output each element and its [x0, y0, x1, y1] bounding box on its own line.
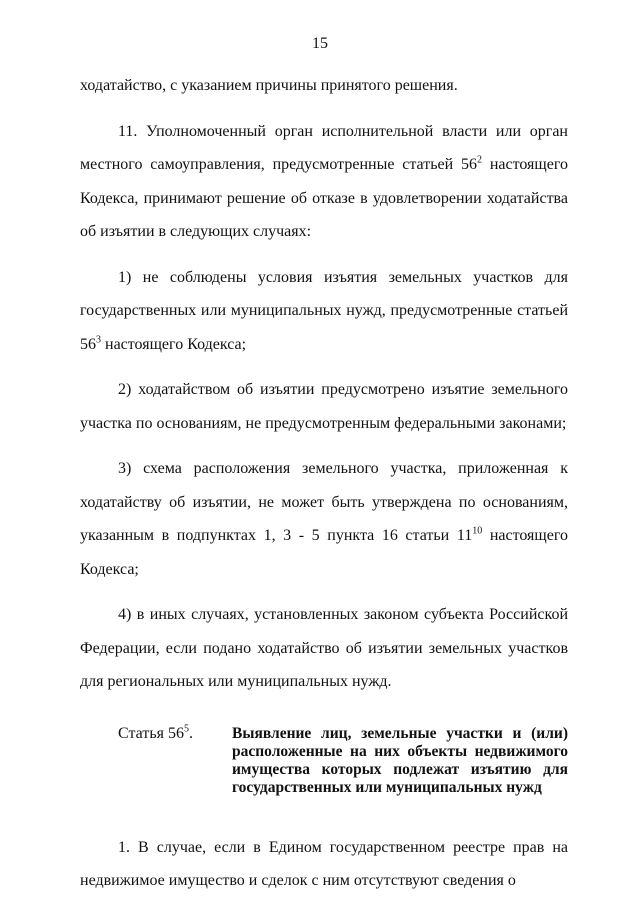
paragraph-11-text-end: настоящего Кодекса, принимают решение об отказе в удовлетворении ходатайства об изъятии в следующих случаях: [80, 156, 568, 240]
paragraph-gap [80, 103, 568, 115]
list-item-1-text-end: настоящего Кодекса; [101, 335, 247, 353]
list-item-1-superscript: 3 [96, 334, 101, 346]
article-label-text: Статья 56 [118, 724, 184, 742]
list-item-3 [80, 452, 568, 586]
paragraph-11 [80, 115, 568, 249]
list-item-3-text-start: 3) схема расположения земельного участка, приложенная к ходатайству об изъятии, не может быть утверждена по основаниям, указанным в подпунктах 1, 3 - 5 пункта 16 статьи 11 [80, 460, 568, 544]
paragraph-11-text-start: 11. Уполномоченный орган исполнительной власти или орган местного самоуправления, предусмотренные статьей 56 [80, 122, 568, 173]
article-paragraph-1: 1. В случае, если в Едином государственном реестре прав на недвижимое имущество и сделок с ним отсутствуют сведения о [80, 838, 568, 889]
paragraph-gap [80, 361, 568, 373]
list-item-3-text-end: настоящего Кодекса; [80, 527, 569, 578]
article-label [118, 725, 232, 797]
paragraph-continuation: ходатайство, с указанием причины принятого решения. [80, 77, 458, 94]
list-item-2: 2) ходатайством об изъятии предусмотрено изъятие земельного участка по основаниям, не предусмотренным федеральными законами; [80, 381, 568, 432]
document-body [80, 69, 568, 898]
list-item-4: 4) в иных случаях, установленных законом субъекта Российской Федерации, если подано ходатайство об изъятии земельных участков для региональных или муниципальных нужд. [80, 606, 568, 690]
list-item-1-text-start: 1) не соблюдены условия изъятия земельных участков для государственных или муниципальных нужд, предусмотренные статьей 56 [80, 268, 568, 353]
article-heading [118, 725, 568, 797]
paragraph-11-superscript: 2 [477, 154, 482, 166]
list-item-1 [80, 261, 568, 362]
list-item-3-superscript: 10 [472, 525, 483, 537]
article-title: Выявление лиц, земельные участки и (или) расположенные на них объекты недвижимого имущества которых подлежат изъятию для государственных или муниципальных нужд [232, 724, 568, 796]
article-label-dot: . [188, 724, 193, 742]
article-label-superscript: 5 [183, 723, 189, 735]
paragraph-gap [80, 440, 568, 452]
paragraph-gap [80, 249, 568, 261]
page-number: 15 [312, 35, 328, 52]
paragraph-gap [80, 586, 568, 598]
